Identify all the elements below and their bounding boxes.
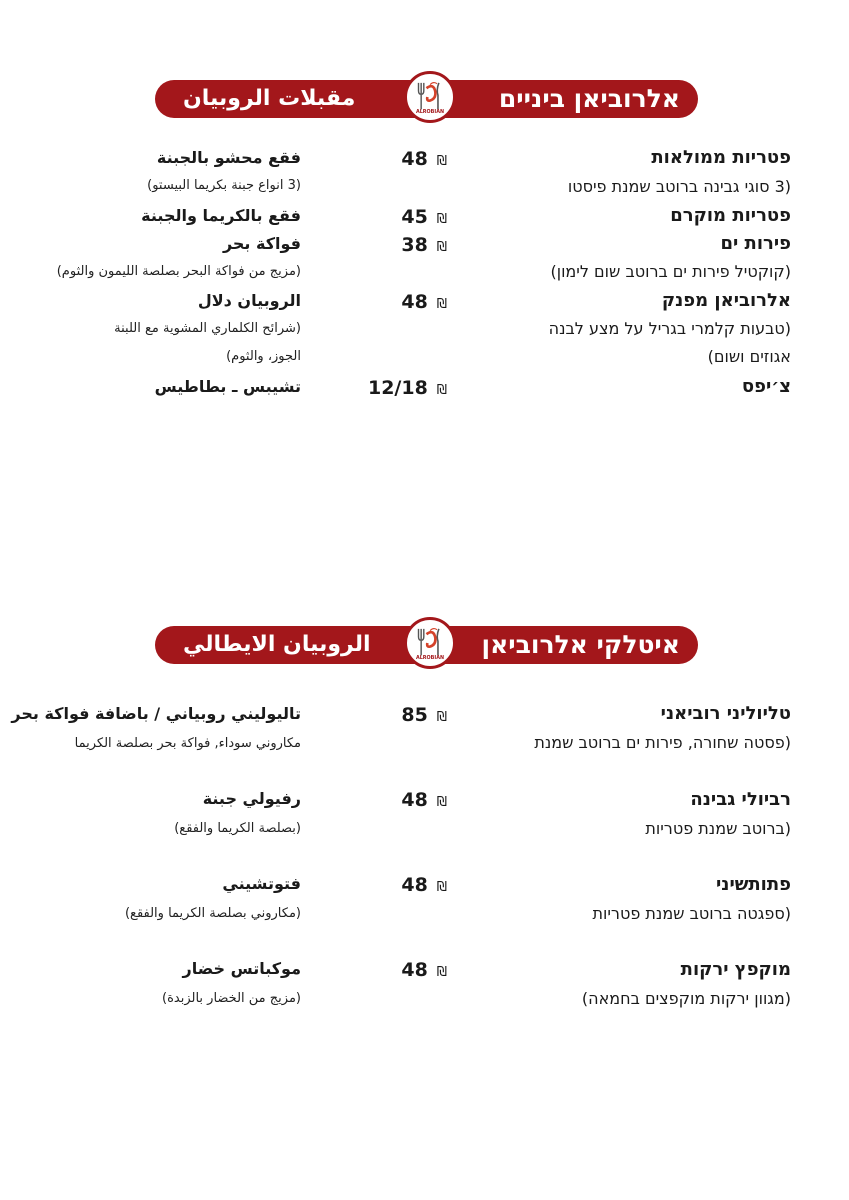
menu-item-ar-desc: (مزيج من فواكة البحر بصلصة الليمون والثوم) [56, 264, 301, 279]
menu-item-he-desc: (טבעות קלמרי בגריל על מצע לבנה [548, 319, 791, 338]
shekel-icon: ₪ [436, 383, 447, 398]
menu-item-ar-name: تشيبس ـ بطاطيس [154, 377, 301, 396]
section-banner-italian [155, 626, 698, 664]
menu-item-price: 48 ₪ [401, 291, 447, 313]
menu-item-price: 38 ₪ [401, 234, 447, 256]
menu-item-price: 85 ₪ [401, 704, 447, 726]
shrimp-fork-knife-logo [404, 71, 456, 123]
menu-item-ar-desc: (شرائح الكلماري المشوية مع اللبنة [114, 321, 301, 336]
shrimp-fork-knife-logo [404, 617, 456, 669]
menu-item-price: 45 ₪ [401, 206, 447, 228]
menu-item-ar-desc: (مكاروني بصلصة الكريما والفقع) [124, 906, 301, 921]
menu-item-he-name: טליוליני רוביאני [660, 703, 791, 724]
section-title-ar: مقبلات الروبيان [183, 86, 356, 111]
section-title-he: אלרוביאן ביניים [498, 84, 680, 113]
menu-item-ar-desc: (3 انواع جبنة بكريما البيستو) [147, 178, 301, 193]
menu-item-ar-name: تاليوليني روبياني / باضافة فواكة بحر [11, 704, 301, 723]
menu-item-ar-name: رفيولي جبنة [202, 789, 301, 808]
menu-item-ar-name: فتوتشيني [222, 874, 301, 893]
shekel-icon: ₪ [436, 212, 447, 227]
menu-item-ar-name: الروبيان دلال [197, 291, 301, 310]
menu-item-he-desc: (3 סוגי גבינה ברוטב שמנת פיסטו [567, 177, 791, 196]
menu-item-ar-desc-cont: الجوز، والثوم) [226, 349, 301, 364]
shekel-icon: ₪ [436, 240, 447, 255]
menu-item-he-name: מוקפץ ירקות [680, 959, 791, 980]
menu-item-he-name: פתותשיני [715, 874, 791, 895]
shekel-icon: ₪ [436, 710, 447, 725]
menu-item-he-name: פטריות מוקרם [670, 205, 791, 226]
menu-item-he-desc: (ברוטב שמנת פטריות [645, 819, 791, 838]
shekel-icon: ₪ [436, 965, 447, 980]
menu-item-he-desc-cont: אגוזים ושום) [707, 347, 791, 366]
menu-item-he-desc: (מגוון ירקות מוקפצים בחמאה) [581, 989, 791, 1008]
menu-item-price: 48 ₪ [401, 874, 447, 896]
menu-item-ar-name: فقع بالكريما والجبنة [141, 206, 301, 225]
menu-item-ar-name: فواكة بحر [222, 234, 301, 253]
menu-item-price: 48 ₪ [401, 959, 447, 981]
menu-item-price: 48 ₪ [401, 148, 447, 170]
shekel-icon: ₪ [436, 795, 447, 810]
shekel-icon: ₪ [436, 880, 447, 895]
shekel-icon: ₪ [436, 154, 447, 169]
menu-item-price: 48 ₪ [401, 789, 447, 811]
menu-item-he-desc: (ספגטה ברוטב שמנת פטריות [592, 904, 791, 923]
section-title-he: איטלקי אלרוביאן [481, 630, 680, 659]
menu-item-he-name: צ׳יפס [741, 376, 791, 397]
menu-item-he-name: פירות ים [720, 233, 791, 254]
section-title-ar: الروبيان الايطالي [183, 632, 371, 657]
shekel-icon: ₪ [436, 297, 447, 312]
svg-text:ALROBIAN: ALROBIAN [415, 654, 445, 661]
menu-item-ar-name: موكباتس خضار [182, 959, 301, 978]
svg-text:ALROBIAN: ALROBIAN [415, 108, 445, 115]
menu-item-he-name: אלרוביאן מפנק [661, 290, 791, 311]
menu-item-he-desc: (פסטה שחורה, פירות ים ברוטב שמנת [534, 733, 791, 752]
menu-item-price: 12/18 ₪ [367, 377, 447, 399]
menu-item-he-name: רביולי גבינה [690, 789, 791, 810]
menu-item-ar-name: فقع محشو بالجبنة [156, 148, 301, 167]
menu-item-ar-desc: (بصلصة الكريما والفقع) [174, 821, 301, 836]
menu-item-he-desc: (קוקטיל פירות ים ברוטב שום לימון) [550, 262, 791, 281]
menu-item-ar-desc: مكاروني سوداء, فواكة بحر بصلصة الكريما [74, 736, 301, 751]
menu-item-he-name: פטריות ממולאות [651, 147, 791, 168]
section-banner-appetizers [155, 80, 698, 118]
menu-item-ar-desc: (مزيج من الخضار بالزبدة) [162, 991, 301, 1006]
